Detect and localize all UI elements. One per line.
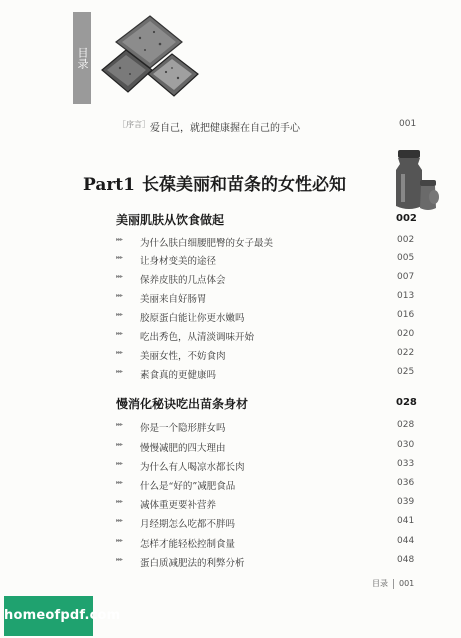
toc-item-page: 025 [397, 367, 415, 377]
section-title: 美丽肌肤从饮食做起 [116, 213, 225, 227]
toc-item-label: 为什么肤白细腰肥臀的女子最美 [140, 238, 274, 249]
toc-item-label: 减体重更要补营养 [140, 500, 217, 511]
preface-title: 爱自己，就把健康握在自己的手心 [150, 123, 300, 134]
toc-item-label: 什么是“好的”减肥食品 [140, 481, 236, 492]
watermark-logo[interactable]: homeofpdf.com [4, 596, 93, 636]
toc-item-label: 素食真的更健康吗 [140, 370, 217, 381]
item-marker-icon: ▸▸▸ [116, 421, 123, 428]
toc-item-label: 你是一个隐形胖女吗 [140, 423, 226, 434]
toc-item-page: 028 [397, 420, 415, 430]
toc-item-page: 030 [397, 440, 415, 450]
item-marker-icon: ▸▸▸ [116, 441, 123, 448]
toc-item[interactable] [116, 478, 421, 492]
toc-item-label: 为什么有人喝凉水都长肉 [140, 462, 245, 473]
toc-item[interactable] [116, 348, 421, 362]
page-footer [372, 578, 414, 589]
toc-item[interactable] [116, 459, 421, 473]
toc-item-page: 044 [397, 536, 415, 546]
toc-item-page: 005 [397, 253, 415, 263]
item-marker-icon: ▸▸▸ [116, 479, 123, 486]
item-marker-icon: ▸▸▸ [116, 254, 123, 261]
item-marker-icon: ▸▸▸ [116, 460, 123, 467]
toc-item-page: 022 [397, 348, 415, 358]
toc-item-label: 美丽女性，不妨食肉 [140, 351, 226, 362]
toc-item-page: 007 [397, 272, 415, 282]
toc-item-page: 013 [397, 291, 415, 301]
toc-item-label: 月经期怎么吃都不胖吗 [140, 519, 236, 530]
item-marker-icon: ▸▸▸ [116, 368, 123, 375]
toc-item-page: 041 [397, 516, 415, 526]
toc-item[interactable] [116, 536, 421, 550]
toc-item[interactable] [116, 272, 421, 286]
item-marker-icon: ▸▸▸ [116, 537, 123, 544]
toc-item[interactable] [116, 310, 421, 324]
toc-item-page: 020 [397, 329, 415, 339]
section-title: 慢消化秘诀吃出苗条身材 [116, 397, 249, 411]
toc-item-page: 002 [397, 235, 415, 245]
toc-item[interactable] [116, 555, 421, 569]
toc-item[interactable] [116, 235, 421, 249]
footer-page-number: 001 [399, 579, 415, 588]
footer-divider [393, 579, 394, 589]
item-marker-icon: ▸▸▸ [116, 273, 123, 280]
item-marker-icon: ▸▸▸ [116, 556, 123, 563]
preface-entry[interactable] [118, 119, 418, 133]
toc-item-label: 保养皮肤的几点体会 [140, 275, 226, 286]
item-marker-icon: ▸▸▸ [116, 498, 123, 505]
toc-item[interactable] [116, 420, 421, 434]
preface-tag: ［序言］ [118, 120, 150, 129]
item-marker-icon: ▸▸▸ [116, 236, 123, 243]
toc-item[interactable] [116, 329, 421, 343]
toc-item[interactable] [116, 291, 421, 305]
section-page-number: 002 [396, 213, 417, 224]
toc-item[interactable] [116, 516, 421, 530]
toc-item-page: 033 [397, 459, 415, 469]
toc-item-page: 039 [397, 497, 415, 507]
toc-item-label: 怎样才能轻松控制食量 [140, 539, 236, 550]
toc-item[interactable] [116, 440, 421, 454]
part-title [83, 170, 346, 195]
footer-label: 目录 [372, 579, 388, 588]
toc-item-page: 016 [397, 310, 415, 320]
item-marker-icon: ▸▸▸ [116, 517, 123, 524]
bottles-illustration [392, 150, 440, 212]
grains-photo [100, 12, 200, 104]
part-number: Part1 [83, 175, 135, 195]
toc-item-page: 048 [397, 555, 415, 565]
toc-item-label: 让身材变美的途径 [140, 256, 217, 267]
preface-page-number: 001 [399, 119, 417, 129]
toc-item-label: 蛋白质减肥法的利弊分析 [140, 558, 245, 569]
toc-item-label: 吃出秀色，从清淡调味开始 [140, 332, 255, 343]
toc-item[interactable] [116, 497, 421, 511]
toc-tab: 目录 [73, 12, 91, 104]
toc-item-page: 036 [397, 478, 415, 488]
toc-item-label: 美丽来自好肠胃 [140, 294, 207, 305]
part-heading: 长葆美丽和苗条的女性必知 [141, 175, 346, 195]
toc-item-label: 胶原蛋白能让你更水嫩吗 [140, 313, 245, 324]
toc-item-label: 慢慢减肥的四大理由 [140, 443, 226, 454]
section-page-number: 028 [396, 397, 417, 408]
item-marker-icon: ▸▸▸ [116, 292, 123, 299]
item-marker-icon: ▸▸▸ [116, 330, 123, 337]
toc-item[interactable] [116, 367, 421, 381]
toc-item[interactable] [116, 253, 421, 267]
item-marker-icon: ▸▸▸ [116, 311, 123, 318]
item-marker-icon: ▸▸▸ [116, 349, 123, 356]
